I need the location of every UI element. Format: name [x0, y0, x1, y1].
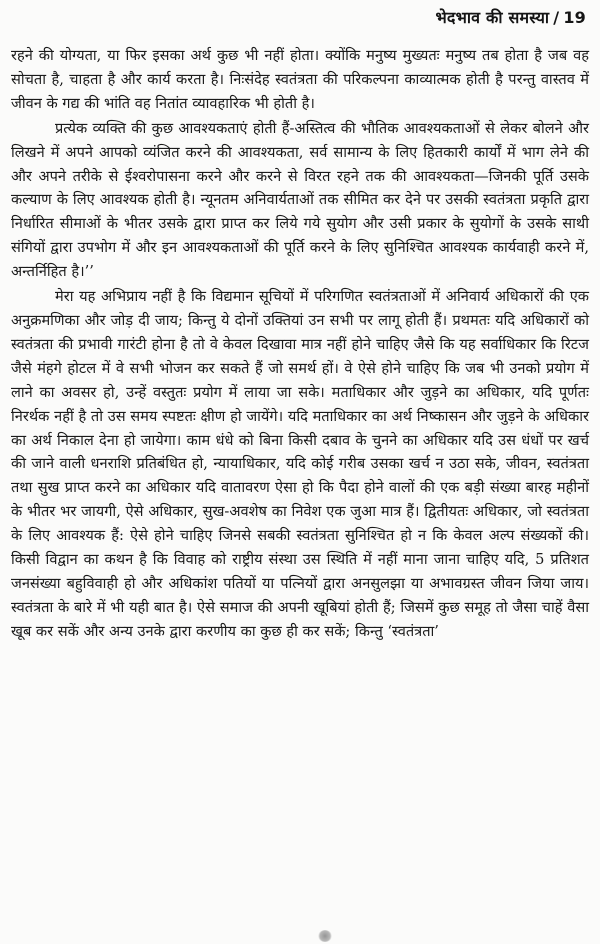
scan-speck: [318, 930, 332, 942]
header-separator: /: [553, 8, 560, 27]
paragraph-quote: प्रत्येक व्यक्ति की कुछ आवश्यकताएं होती हैं-अस्तित्व की भौतिक आवश्यकताओं से लेकर बोलने और लिखने में अपने आपको व्यंजित करने की आवश्यकता, सर्व सामान्य के लिए हितकारी कार्यों में भाग लेने की और अपने तरीके से ईश्वरोपासना करने और करने से विरत रहने तक की आवश्यकता—जिनकी पूर्ति उसके कल्याण के लिए आवश्यक होती है। न्यूनतम अनिवार्यताओं तक सीमित कर देने पर उसकी स्वतंत्रता प्रकृति द्वारा निर्धारित सीमाओं के भीतर उसके द्वारा प्राप्त कर लिये गये सुयोग और उसी प्रकार के सुयोगों के उसके साथी संगियों द्वारा उपभोग में और इन आवश्यकताओं की पूर्ति करने के लिए सुनिश्चित आवश्यक कार्यवाही करने में, अन्तर्निहित है।’’: [11, 119, 589, 281]
page-body: [11, 44, 589, 644]
chapter-title: भेदभाव की समस्या: [435, 8, 550, 27]
running-header: [435, 6, 586, 28]
page-number: 19: [563, 8, 586, 27]
paragraph-main: मेरा यह अभिप्राय नहीं है कि विद्यमान सूचियों में परिगणित स्वतंत्रताओं में अनिवार्य अधिकारों की एक अनुक्रमणिका और जोड़ दी जाय; किन्तु ये दोनों उक्तियां उन सभी पर लागू होती हैं। प्रथमतः यदि अधिकारों को स्वतंत्रता की प्रभावी गारंटी होना है तो वे केवल दिखावा मात्र नहीं होने चाहिए जैसे कि यह सर्वाधिकार कि रिटज जैसे मंहगे होटल में वे सभी भोजन कर सकते हैं जो समर्थ हों। वे ऐसे होने चाहिए कि जब भी उनको प्रयोग में लाने का अवसर हो, उन्हें वस्तुतः प्रयोग में लाया जा सके। मताधिकार और जुड़ने का अधिकार, यदि पूर्णतः निरर्थक नहीं है तो उस समय स्पष्टतः क्षीण हो जायेंगे। यदि मताधिकार का अर्थ निष्कासन और जुड़ने के अधिकार का अर्थ निकाल देना हो जायेगा। काम धंधे को बिना किसी दबाव के चुनने का अधिकार यदि उस धंधों पर खर्च की जाने वाली धनराशि प्रतिबंधित हो, न्यायाधिकार, यदि कोई गरीब उसका खर्च न उठा सके, जीवन, स्वतंत्रता तथा सुख प्राप्त करने का अधिकार यदि वातावरण ऐसा हो कि पैदा होने वालों की एक बड़ी संख्या बारह महीनों के भीतर भर जायगी, ऐसे अधिकार, सुख-अवशेष का निवेश एक जुआ मात्र हैं। द्वितीयतः अधिकार, जो स्वतंत्रता के लिए आवश्यक हैं: ऐसे होने चाहिए जिनसे सबकी स्वतंत्रता सुनिश्चित हो न कि केवल अल्प संख्यकों की। किसी विद्वान का कथन है कि विवाह को राष्ट्रीय संस्था उस स्थिति में नहीं माना जाना चाहिए यदि, 5 प्रतिशत जनसंख्या बहुविवाही हो और अधिकांश पतियों या पत्नियों द्वारा अनसुलझा या अभावग्रस्त जीवन जिया जाय। स्वतंत्रता के बारे में भी यही बात है। ऐसे समाज की अपनी खूबियां होती हैं; जिसमें कुछ समूह तो जैसा चाहें वैसा खूब कर सकें और अन्य उनके द्वारा करणीय का कुछ ही कर सकें; किन्तु ‘स्वतंत्रता’: [11, 288, 589, 640]
paragraph-continued: रहने की योग्यता, या फिर इसका अर्थ कुछ भी नहीं होता। क्योंकि मनुष्य मुख्यतः मनुष्य तब होता है जब वह सोचता है, चाहता है और कार्य करता है। निःसंदेह स्वतंत्रता की परिकल्पना काव्यात्मक होती है परन्तु वास्तव में जीवन के गद्य की भांति वह नितांत व्यावहारिक भी होती है।: [11, 47, 589, 112]
